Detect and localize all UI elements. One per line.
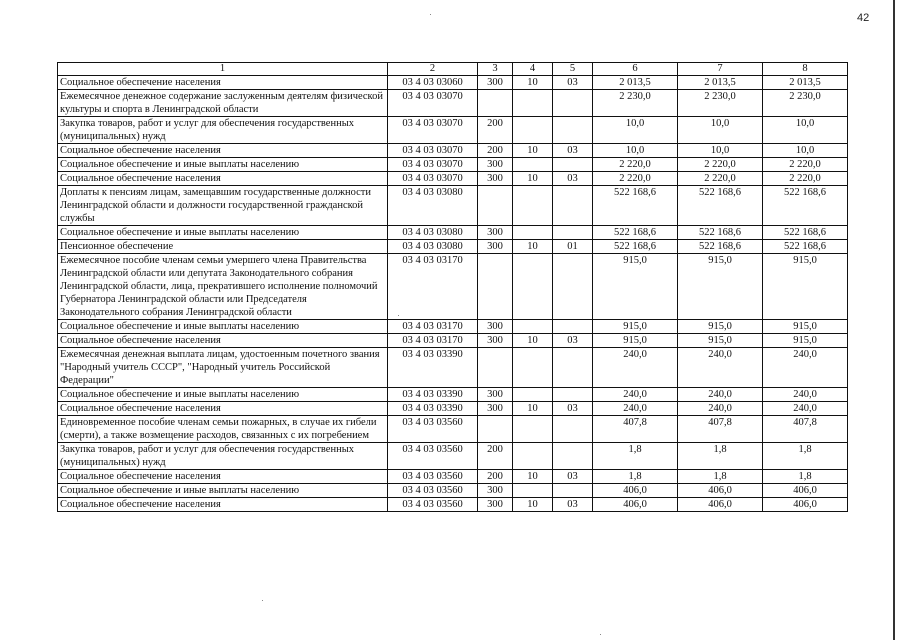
row-value8-cell: 522 168,6 <box>763 186 848 226</box>
row-value6-cell: 915,0 <box>593 254 678 320</box>
row-col4-cell: 10 <box>513 334 553 348</box>
row-col5-cell <box>553 348 593 388</box>
column-header: 6 <box>593 63 678 76</box>
row-value7-cell: 1,8 <box>678 470 763 484</box>
row-name-cell: Социальное обеспечение и иные выплаты населению <box>58 388 388 402</box>
row-name-cell: Социальное обеспечение населения <box>58 498 388 512</box>
row-value6-cell: 915,0 <box>593 320 678 334</box>
row-value7-cell: 2 230,0 <box>678 90 763 117</box>
row-col5-cell: 01 <box>553 240 593 254</box>
row-code-cell: 03 4 03 03070 <box>388 117 478 144</box>
table-row <box>58 484 848 498</box>
row-value8-cell: 2 230,0 <box>763 90 848 117</box>
table-row <box>58 240 848 254</box>
row-col4-cell <box>513 443 553 470</box>
table-row <box>58 334 848 348</box>
row-col5-cell <box>553 484 593 498</box>
row-value8-cell: 1,8 <box>763 470 848 484</box>
row-value6-cell: 2 013,5 <box>593 76 678 90</box>
row-value8-cell: 522 168,6 <box>763 226 848 240</box>
row-code-cell: 03 4 03 03560 <box>388 484 478 498</box>
table-row <box>58 443 848 470</box>
row-code-cell: 03 4 03 03170 <box>388 320 478 334</box>
table-row <box>58 348 848 388</box>
table-row <box>58 186 848 226</box>
row-col5-cell: 03 <box>553 144 593 158</box>
row-code-cell: 03 4 03 03390 <box>388 388 478 402</box>
row-name-cell: Социальное обеспечение и иные выплаты населению <box>58 320 388 334</box>
row-value6-cell: 10,0 <box>593 144 678 158</box>
row-col3-cell <box>478 416 513 443</box>
column-header: 4 <box>513 63 553 76</box>
row-value8-cell: 10,0 <box>763 117 848 144</box>
scan-speck <box>262 600 263 601</box>
row-col4-cell: 10 <box>513 144 553 158</box>
table-body <box>58 76 848 512</box>
table-row <box>58 144 848 158</box>
row-col3-cell: 300 <box>478 484 513 498</box>
row-value7-cell: 1,8 <box>678 443 763 470</box>
row-value8-cell: 915,0 <box>763 320 848 334</box>
row-value6-cell: 10,0 <box>593 117 678 144</box>
row-value7-cell: 407,8 <box>678 416 763 443</box>
row-code-cell: 03 4 03 03560 <box>388 470 478 484</box>
row-col3-cell: 300 <box>478 172 513 186</box>
column-header: 5 <box>553 63 593 76</box>
table-row <box>58 226 848 240</box>
row-value7-cell: 10,0 <box>678 117 763 144</box>
row-col5-cell <box>553 158 593 172</box>
column-header: 3 <box>478 63 513 76</box>
column-header: 8 <box>763 63 848 76</box>
row-value7-cell: 406,0 <box>678 484 763 498</box>
row-code-cell: 03 4 03 03060 <box>388 76 478 90</box>
row-value6-cell: 2 220,0 <box>593 158 678 172</box>
row-value8-cell: 2 220,0 <box>763 172 848 186</box>
row-name-cell: Социальное обеспечение и иные выплаты населению <box>58 158 388 172</box>
row-code-cell: 03 4 03 03070 <box>388 158 478 172</box>
row-name-cell: Закупка товаров, работ и услуг для обеспечения государственных (муниципальных) нужд <box>58 117 388 144</box>
row-col4-cell <box>513 226 553 240</box>
row-value6-cell: 522 168,6 <box>593 226 678 240</box>
table-row <box>58 254 848 320</box>
row-value7-cell: 2 220,0 <box>678 172 763 186</box>
row-code-cell: 03 4 03 03080 <box>388 186 478 226</box>
row-value8-cell: 1,8 <box>763 443 848 470</box>
column-header: 1 <box>58 63 388 76</box>
column-header: 2 <box>388 63 478 76</box>
row-col5-cell: 03 <box>553 470 593 484</box>
scan-speck <box>430 14 431 15</box>
row-col4-cell <box>513 117 553 144</box>
page-number: 42 <box>857 12 870 24</box>
row-value6-cell: 1,8 <box>593 470 678 484</box>
row-col3-cell: 200 <box>478 117 513 144</box>
row-value7-cell: 915,0 <box>678 254 763 320</box>
row-col4-cell <box>513 416 553 443</box>
row-value6-cell: 1,8 <box>593 443 678 470</box>
row-name-cell: Социальное обеспечение и иные выплаты населению <box>58 484 388 498</box>
row-col4-cell <box>513 388 553 402</box>
row-col5-cell: 03 <box>553 402 593 416</box>
row-col4-cell <box>513 186 553 226</box>
row-value7-cell: 915,0 <box>678 334 763 348</box>
row-value8-cell: 915,0 <box>763 254 848 320</box>
row-col5-cell <box>553 90 593 117</box>
row-name-cell: Социальное обеспечение населения <box>58 470 388 484</box>
row-value8-cell: 522 168,6 <box>763 240 848 254</box>
row-col5-cell <box>553 117 593 144</box>
row-code-cell: 03 4 03 03080 <box>388 226 478 240</box>
row-col4-cell: 10 <box>513 240 553 254</box>
row-col3-cell: 300 <box>478 402 513 416</box>
table-row <box>58 158 848 172</box>
row-col5-cell <box>553 416 593 443</box>
row-col4-cell: 10 <box>513 76 553 90</box>
row-value6-cell: 2 230,0 <box>593 90 678 117</box>
row-col3-cell <box>478 90 513 117</box>
row-col3-cell: 300 <box>478 76 513 90</box>
row-col4-cell <box>513 90 553 117</box>
row-name-cell: Социальное обеспечение населения <box>58 402 388 416</box>
row-col4-cell <box>513 348 553 388</box>
row-col5-cell <box>553 320 593 334</box>
row-col5-cell <box>553 254 593 320</box>
row-value7-cell: 10,0 <box>678 144 763 158</box>
row-name-cell: Социальное обеспечение населения <box>58 144 388 158</box>
table-row <box>58 416 848 443</box>
row-code-cell: 03 4 03 03170 <box>388 254 478 320</box>
row-code-cell: 03 4 03 03070 <box>388 90 478 117</box>
row-value6-cell: 240,0 <box>593 402 678 416</box>
row-name-cell: Социальное обеспечение населения <box>58 334 388 348</box>
row-col3-cell <box>478 254 513 320</box>
row-value6-cell: 240,0 <box>593 348 678 388</box>
row-col3-cell: 300 <box>478 226 513 240</box>
row-value8-cell: 240,0 <box>763 402 848 416</box>
row-col3-cell: 300 <box>478 240 513 254</box>
row-col3-cell: 200 <box>478 443 513 470</box>
row-code-cell: 03 4 03 03080 <box>388 240 478 254</box>
row-value6-cell: 522 168,6 <box>593 186 678 226</box>
row-name-cell: Пенсионное обеспечение <box>58 240 388 254</box>
row-value7-cell: 522 168,6 <box>678 226 763 240</box>
row-code-cell: 03 4 03 03560 <box>388 443 478 470</box>
row-value8-cell: 10,0 <box>763 144 848 158</box>
row-value8-cell: 2 220,0 <box>763 158 848 172</box>
row-value6-cell: 406,0 <box>593 498 678 512</box>
row-col3-cell: 300 <box>478 320 513 334</box>
row-code-cell: 03 4 03 03390 <box>388 348 478 388</box>
row-name-cell: Ежемесячная денежная выплата лицам, удостоенным почетного звания "Народный учитель СССР", "Народный учитель Российской Федерации" <box>58 348 388 388</box>
row-name-cell: Доплаты к пенсиям лицам, замещавшим государственные должности Ленинградской области и должности государственной гражданской службы <box>58 186 388 226</box>
row-name-cell: Ежемесячное пособие членам семьи умершего члена Правительства Ленинградской области или депутата Законодательного собрания Ленинградской области, лица, прекратившего исполнение полномочий Губернатора Ленинградской области или Председателя Законодательного собрания Ленинградской области <box>58 254 388 320</box>
row-col4-cell: 10 <box>513 498 553 512</box>
row-col4-cell <box>513 254 553 320</box>
row-value6-cell: 240,0 <box>593 388 678 402</box>
row-value7-cell: 2 013,5 <box>678 76 763 90</box>
table-row <box>58 402 848 416</box>
row-value7-cell: 240,0 <box>678 348 763 388</box>
row-value6-cell: 406,0 <box>593 484 678 498</box>
row-col5-cell <box>553 443 593 470</box>
row-col3-cell: 300 <box>478 158 513 172</box>
row-value6-cell: 2 220,0 <box>593 172 678 186</box>
row-code-cell: 03 4 03 03070 <box>388 172 478 186</box>
row-col4-cell: 10 <box>513 172 553 186</box>
row-name-cell: Социальное обеспечение населения <box>58 76 388 90</box>
row-col4-cell <box>513 484 553 498</box>
table-row <box>58 90 848 117</box>
row-col5-cell <box>553 186 593 226</box>
row-value7-cell: 240,0 <box>678 388 763 402</box>
table-row <box>58 320 848 334</box>
scan-speck <box>600 634 601 635</box>
table-row <box>58 76 848 90</box>
row-name-cell: Ежемесячное денежное содержание заслуженным деятелям физической культуры и спорта в Ленинградской области <box>58 90 388 117</box>
row-col4-cell <box>513 320 553 334</box>
row-value8-cell: 240,0 <box>763 388 848 402</box>
row-value7-cell: 240,0 <box>678 402 763 416</box>
row-value6-cell: 522 168,6 <box>593 240 678 254</box>
table-row <box>58 498 848 512</box>
row-value7-cell: 522 168,6 <box>678 186 763 226</box>
row-col5-cell: 03 <box>553 76 593 90</box>
row-name-cell: Социальное обеспечение и иные выплаты населению <box>58 226 388 240</box>
column-header: 7 <box>678 63 763 76</box>
row-col4-cell: 10 <box>513 402 553 416</box>
scan-edge-line <box>893 0 895 640</box>
row-code-cell: 03 4 03 03560 <box>388 498 478 512</box>
row-col3-cell: 200 <box>478 470 513 484</box>
row-col5-cell: 03 <box>553 334 593 348</box>
row-col5-cell: 03 <box>553 498 593 512</box>
row-col3-cell <box>478 186 513 226</box>
row-value7-cell: 2 220,0 <box>678 158 763 172</box>
row-code-cell: 03 4 03 03560 <box>388 416 478 443</box>
row-col4-cell <box>513 158 553 172</box>
row-col4-cell: 10 <box>513 470 553 484</box>
row-value6-cell: 407,8 <box>593 416 678 443</box>
row-col3-cell: 300 <box>478 334 513 348</box>
row-col3-cell <box>478 348 513 388</box>
row-value8-cell: 407,8 <box>763 416 848 443</box>
table-row <box>58 388 848 402</box>
row-value8-cell: 406,0 <box>763 498 848 512</box>
row-value7-cell: 406,0 <box>678 498 763 512</box>
row-col3-cell: 300 <box>478 498 513 512</box>
row-code-cell: 03 4 03 03070 <box>388 144 478 158</box>
row-value7-cell: 915,0 <box>678 320 763 334</box>
row-col3-cell: 300 <box>478 388 513 402</box>
row-value7-cell: 522 168,6 <box>678 240 763 254</box>
row-value8-cell: 240,0 <box>763 348 848 388</box>
row-value6-cell: 915,0 <box>593 334 678 348</box>
table-row <box>58 470 848 484</box>
row-value8-cell: 2 013,5 <box>763 76 848 90</box>
row-col5-cell <box>553 226 593 240</box>
row-col5-cell: 03 <box>553 172 593 186</box>
budget-table <box>57 62 848 512</box>
row-code-cell: 03 4 03 03390 <box>388 402 478 416</box>
table-row <box>58 172 848 186</box>
row-name-cell: Единовременное пособие членам семьи пожарных, в случае их гибели (смерти), а также возмещение расходов, связанных с их погребением <box>58 416 388 443</box>
row-col5-cell <box>553 388 593 402</box>
row-name-cell: Закупка товаров, работ и услуг для обеспечения государственных (муниципальных) нужд <box>58 443 388 470</box>
row-value8-cell: 406,0 <box>763 484 848 498</box>
row-code-cell: 03 4 03 03170 <box>388 334 478 348</box>
table-header-row <box>58 63 848 76</box>
row-col3-cell: 200 <box>478 144 513 158</box>
row-value8-cell: 915,0 <box>763 334 848 348</box>
row-name-cell: Социальное обеспечение населения <box>58 172 388 186</box>
table-row <box>58 117 848 144</box>
